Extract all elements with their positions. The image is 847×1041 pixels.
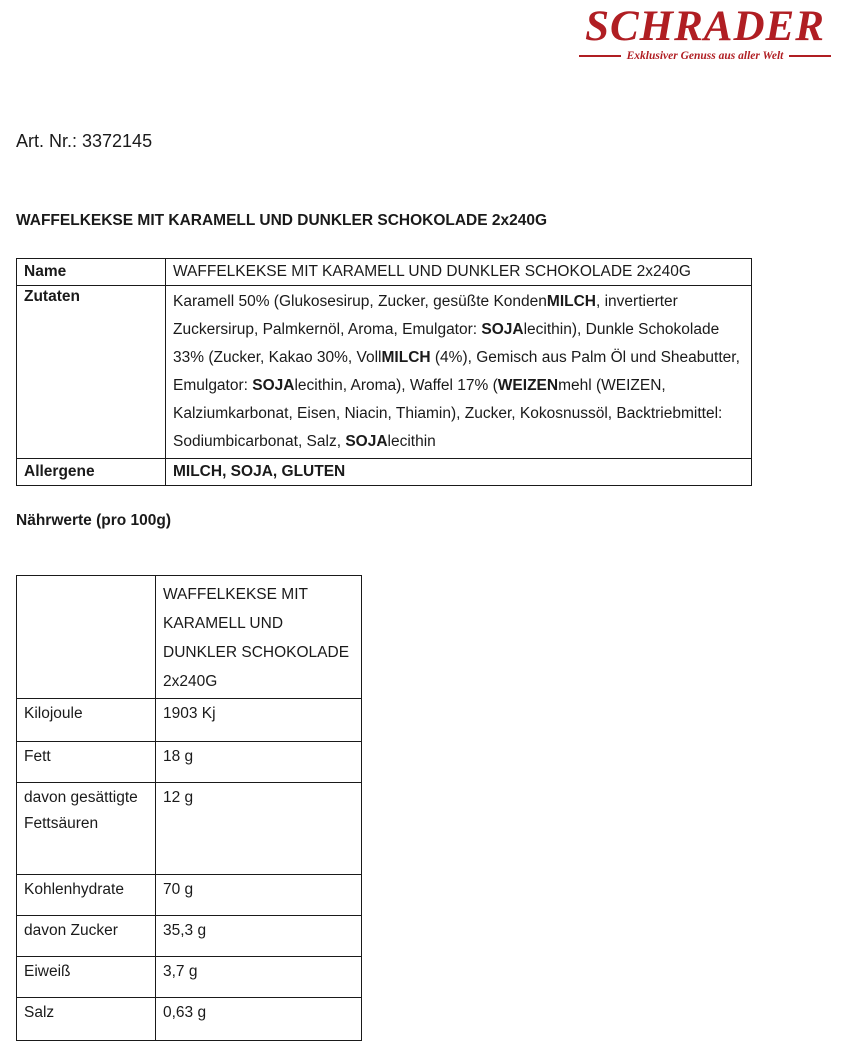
nutrition-header-row (17, 576, 362, 699)
nutrient-label: Fett (17, 742, 156, 783)
nutrient-label: Kilojoule (17, 699, 156, 742)
table-row (17, 998, 362, 1041)
nutrient-label: Eiweiß (17, 957, 156, 998)
table-row (17, 742, 362, 783)
nutrient-value: 1903 Kj (156, 699, 362, 742)
tagline-rule-left (579, 55, 621, 57)
nutrient-value: 0,63 g (156, 998, 362, 1041)
allergene-value: MILCH, SOJA, GLUTEN (166, 459, 752, 486)
zutaten-label: Zutaten (17, 286, 166, 459)
brand-logo (579, 4, 831, 62)
product-info-table (16, 258, 752, 486)
nutrition-heading: Nährwerte (pro 100g) (16, 512, 172, 529)
nutrient-label: Kohlenhydrate (17, 875, 156, 916)
table-row (17, 916, 362, 957)
nutrient-value: 3,7 g (156, 957, 362, 998)
nutrient-label: davon gesättigte Fettsäuren (17, 783, 156, 875)
table-row (17, 957, 362, 998)
nutrient-label: Salz (17, 998, 156, 1041)
table-row (17, 875, 362, 916)
name-label: Name (17, 259, 166, 286)
nutrient-value: 35,3 g (156, 916, 362, 957)
nutrition-header-empty-cell (17, 576, 156, 699)
nutrition-header-product: WAFFELKEKSE MIT KARAMELL UND DUNKLER SCHOKOLADE 2x240G (156, 576, 362, 699)
table-row-allergene (17, 459, 752, 486)
nutrient-label: davon Zucker (17, 916, 156, 957)
tagline-rule-right (789, 55, 831, 57)
nutrient-value: 18 g (156, 742, 362, 783)
allergene-label: Allergene (17, 459, 166, 486)
name-value: WAFFELKEKSE MIT KARAMELL UND DUNKLER SCHOKOLADE 2x240G (166, 259, 752, 286)
nutrient-value: 70 g (156, 875, 362, 916)
table-row (17, 783, 362, 875)
brand-tagline-row (579, 50, 831, 62)
table-row-zutaten (17, 286, 752, 459)
nutrient-value: 12 g (156, 783, 362, 875)
zutaten-value: Karamell 50% (Glukosesirup, Zucker, gesüßte KondenMILCH, invertierter Zuckersirup, Palmkernöl, Aroma, Emulgator: SOJAlecithin), Dunkle Schokolade 33% (Zucker, Kakao 30%, VollMILCH (4%), Gemisch aus Palm Öl und Sheabutter, Emulgator: SOJAlecithin, Aroma), Waffel 17% (WEIZENmehl (WEIZEN, Kalziumkarbonat, Eisen, Niacin, Thiamin), Zucker, Kokosnussöl, Backtriebmittel: Sodiumbicarbonat, Salz, SOJAlecithin (166, 286, 752, 459)
table-row-name (17, 259, 752, 286)
article-number: Art. Nr.: 3372145 (16, 131, 153, 151)
table-row (17, 699, 362, 742)
brand-name: SCHRADER (585, 3, 825, 50)
brand-tagline: Exklusiver Genuss aus aller Welt (626, 50, 784, 63)
product-title: WAFFELKEKSE MIT KARAMELL UND DUNKLER SCHOKOLADE 2x240G (16, 212, 548, 229)
nutrition-table (16, 575, 362, 1041)
